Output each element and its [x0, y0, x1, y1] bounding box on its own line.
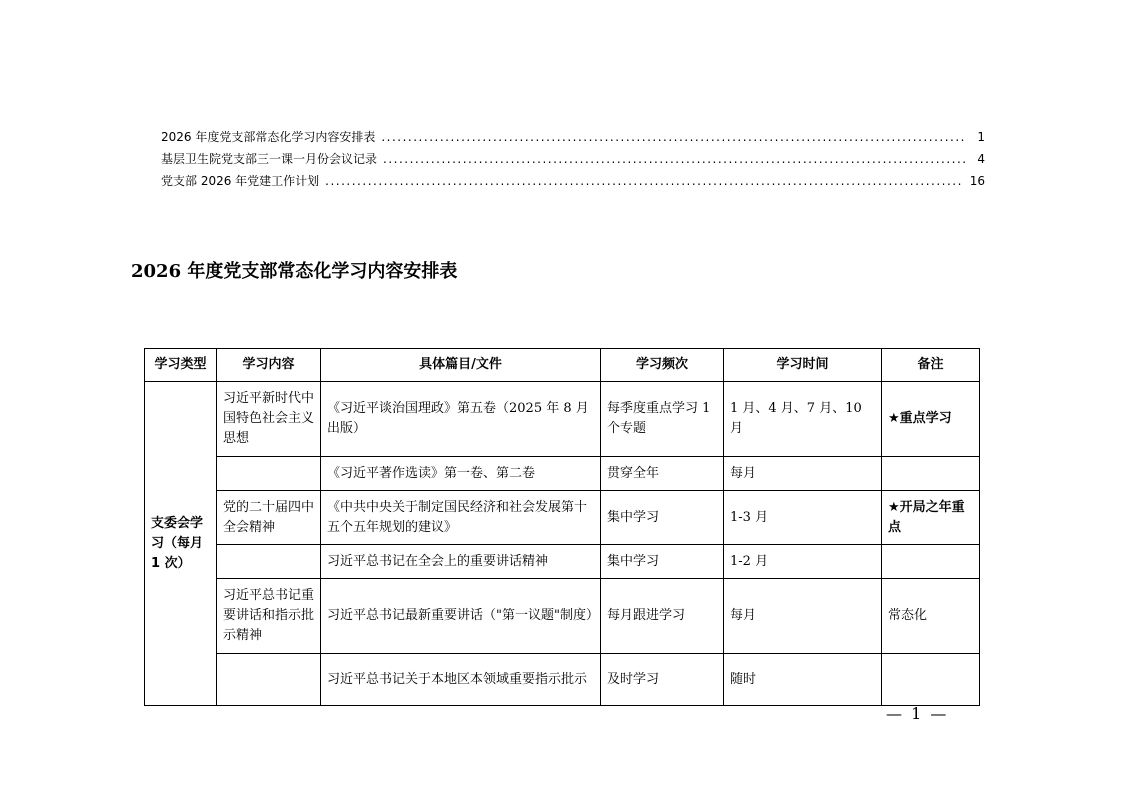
- table-row: [145, 491, 980, 545]
- note-cell: [882, 457, 980, 491]
- column-header: 学习时间: [724, 349, 882, 382]
- toc-entry-page: 16: [969, 174, 985, 188]
- column-header: 学习内容: [217, 349, 321, 382]
- note-cell: ★开局之年重点: [882, 491, 980, 545]
- note-cell: 常态化: [882, 579, 980, 654]
- toc-entry[interactable]: [161, 150, 985, 172]
- column-header: 备注: [882, 349, 980, 382]
- time-cell: 每月: [724, 579, 882, 654]
- frequency-cell: 每季度重点学习 1 个专题: [601, 382, 724, 457]
- table-row: [145, 579, 980, 654]
- item-cell: 习近平总书记最新重要讲话（"第一议题"制度）: [321, 579, 601, 654]
- frequency-cell: 集中学习: [601, 491, 724, 545]
- toc-entry[interactable]: [161, 128, 985, 150]
- toc-leader-dots: [383, 152, 965, 166]
- note-cell: [882, 654, 980, 706]
- document-title: 2026 年度党支部常态化学习内容安排表: [131, 261, 458, 282]
- column-header: 学习频次: [601, 349, 724, 382]
- item-cell: 习近平总书记关于本地区本领域重要指示批示: [321, 654, 601, 706]
- time-cell: 随时: [724, 654, 882, 706]
- study-content-cell: [217, 457, 321, 491]
- time-cell: 每月: [724, 457, 882, 491]
- table-row: [145, 382, 980, 457]
- study-content-cell: [217, 654, 321, 706]
- table-header-row: [145, 349, 980, 382]
- page-number: — 1 —: [886, 704, 949, 723]
- frequency-cell: 贯穿全年: [601, 457, 724, 491]
- time-cell: 1 月、4 月、7 月、10 月: [724, 382, 882, 457]
- toc-leader-dots: [381, 130, 965, 144]
- frequency-cell: 及时学习: [601, 654, 724, 706]
- note-cell: ★重点学习: [882, 382, 980, 457]
- note-cell: [882, 545, 980, 579]
- item-cell: 《中共中央关于制定国民经济和社会发展第十五个五年规划的建议》: [321, 491, 601, 545]
- frequency-cell: 集中学习: [601, 545, 724, 579]
- toc-entry-page: 1: [977, 130, 985, 144]
- study-schedule-table: [144, 348, 980, 706]
- frequency-cell: 每月跟进学习: [601, 579, 724, 654]
- toc-leader-dots: [325, 174, 964, 188]
- table-row: [145, 457, 980, 491]
- study-content-cell: 党的二十届四中全会精神: [217, 491, 321, 545]
- study-content-cell: 习近平新时代中国特色社会主义思想: [217, 382, 321, 457]
- toc-entry[interactable]: [161, 172, 985, 194]
- study-content-cell: 习近平总书记重要讲话和指示批示精神: [217, 579, 321, 654]
- column-header: 学习类型: [145, 349, 217, 382]
- time-cell: 1-2 月: [724, 545, 882, 579]
- study-type-cell: 支委会学习（每月 1 次）: [145, 382, 217, 706]
- table-of-contents: [161, 128, 985, 194]
- column-header: 具体篇目/文件: [321, 349, 601, 382]
- toc-entry-title: 2026 年度党支部常态化学习内容安排表: [161, 130, 376, 144]
- item-cell: 习近平总书记在全会上的重要讲话精神: [321, 545, 601, 579]
- item-cell: 《习近平著作选读》第一卷、第二卷: [321, 457, 601, 491]
- study-content-cell: [217, 545, 321, 579]
- toc-entry-title: 基层卫生院党支部三一课一月份会议记录: [161, 152, 378, 166]
- item-cell: 《习近平谈治国理政》第五卷（2025 年 8 月出版）: [321, 382, 601, 457]
- time-cell: 1-3 月: [724, 491, 882, 545]
- toc-entry-title: 党支部 2026 年党建工作计划: [161, 174, 320, 188]
- table-row: [145, 654, 980, 706]
- toc-entry-page: 4: [977, 152, 985, 166]
- table-row: [145, 545, 980, 579]
